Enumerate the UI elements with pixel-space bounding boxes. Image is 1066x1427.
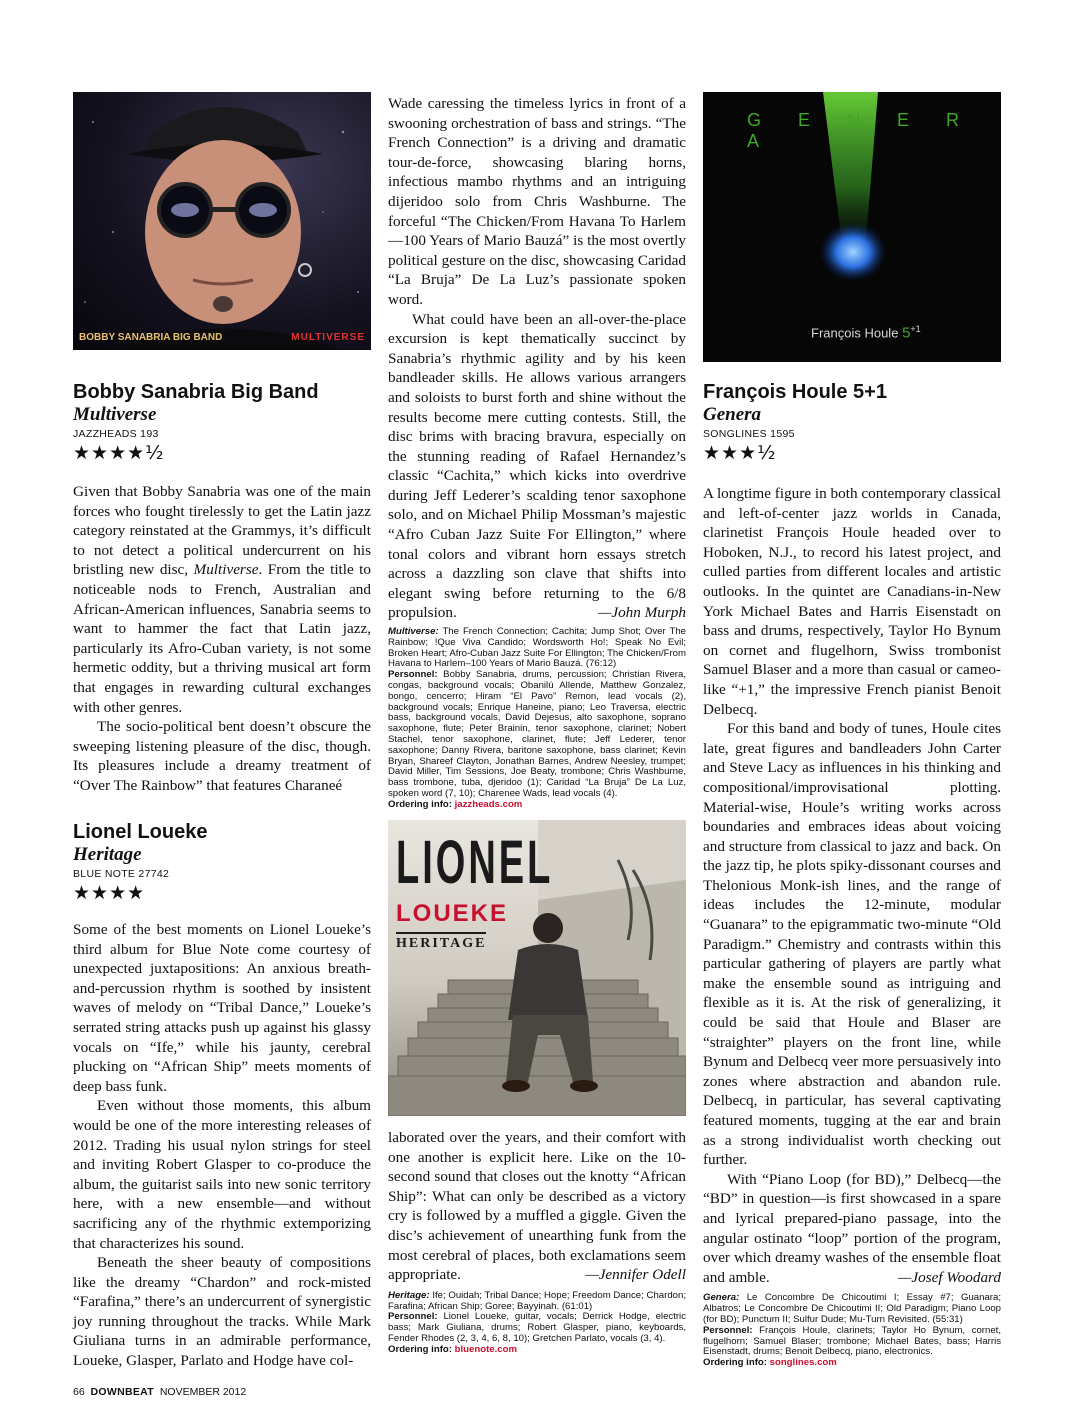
text-span: What could have been an all-over-the-place excursion is kept thematically succinct by Sanabria’s rhythmic agility and by his keen bandleader skills. He allows various arrangers and soloists to burst forth and shine without the results become mere cutting contests. Still, the disc brims with bracing bravura, especially on the stunning reading of Rafael Hernandez’s classic “Cachita,” which kicks into overdrive during Jeff Lederer’s scalding tenor saxophone solo, and on Michael Philip Mossman’s majestic “Afro Cuban Jazz Suite For Ellington,” where tonal colors and vibrant horn essays stretch across a dazzling son clave that shifts into elegant swing before returning to the 6/8 propulsion. xyxy=(388,310,686,622)
paragraph: Beneath the sheer beauty of compositions like the dreamy “Chardon” and rock-misted “Farafina,” there’s an undercurrent of synergistic joy running throughout the tracks. While Mark Giuliana turns in an admirable performance, Loueke, Glasper, Parlato and Hodge have col- xyxy=(73,1254,371,1370)
page-footer xyxy=(73,1386,246,1398)
cover-band-name: BOBBY SANABRIA BIG BAND xyxy=(79,332,223,343)
review-body-houle xyxy=(703,484,1001,1369)
paragraph xyxy=(388,1128,686,1285)
personnel-label: Personnel: xyxy=(388,1311,438,1323)
album-title: Multiverse xyxy=(73,404,157,425)
page-number: 66 xyxy=(73,1386,85,1398)
text-span: With “Piano Loop (for BD),” Delbecq—the “BD” in question—is first showcased in a spare and lyrical prepared-piano passage, into the angular ostinato “loop” portion of the program, over which dreamy washes of the ensemble float and amble. xyxy=(703,1170,1001,1286)
personnel-label: Personnel: xyxy=(388,669,438,681)
review-body-loueke-part2 xyxy=(388,1128,686,1356)
cover-artist-last: LOUEKE xyxy=(396,900,509,927)
review-body-sanabria-part2 xyxy=(388,94,686,811)
cover-album-title: MULTIVERSE xyxy=(291,332,365,343)
paragraph: Some of the best moments on Lionel Loueke’s third album for Blue Note come courtesy of unexpected juxtapositions: An anxious breath-and-percussion rhythm is soothed by insistent waves of melody on “Tribal Dance,” Loueke’s serrated string attacks push up against his glassy vocals on “Ife,” while his jaunty, cerebral plucking on “African Ship” meets moments of deep bass funk. xyxy=(73,921,371,1095)
tracklist xyxy=(388,627,686,670)
paragraph xyxy=(388,310,686,624)
cover-album-title: G E N E R A xyxy=(747,110,976,151)
review-body-sanabria-part1 xyxy=(73,482,371,796)
personnel xyxy=(388,670,686,800)
paragraph: For this band and body of tunes, Houle cites late, great figures and bandleaders John Carter and Steve Lacy as influences in his thinking and compositional/improvisational plotting. Material-wise, Houle’s writing works across boundaries and embraces ideas about voicing and structure from classical to jazz and back. On the jazz tip, he plots spiky-dissonant courses and Thelonious Monk-ish lines, and the range of ideas includes the 12-minute, modular “Guanara” to the epigrammatic two-minute “Old Paradigm.” Chemistry and contrasts within this particular gathering of players are partly what make the ensemble sound as intriguing and flexible as it is. At the risk of generalizing, it could be said that Houle and Blaser are “straighter” players on the front line, while Bynum and Delbecq veer more persuasively into zones where abstraction and abandon rule. Delbecq, in particular, has several captivating featured moments, tugging at the ear and brain as a strong individualist worth checking out further. xyxy=(703,720,1001,1169)
personnel xyxy=(703,1326,1001,1358)
paragraph: The socio-political bent doesn’t obscure the sweeping listening pleasure of the disc, though. Its pleasures include a dreamy treatment of “Over The Rainbow” that features Charaneé xyxy=(73,718,371,794)
sanabria-portrait-illustration xyxy=(73,92,371,350)
album-title: Heritage xyxy=(73,844,142,865)
artist-name: Bobby Sanabria Big Band xyxy=(73,381,319,403)
issue-date: NOVEMBER 2012 xyxy=(159,1386,247,1398)
paragraph: A longtime figure in both contemporary classical and left-of-center jazz worlds in Canada, clarinetist François Houle headed over to Hoboken, N.J., to record his latest project, and culled parties from different locales and artistic outlooks. In the quintet are Canadians-in-New York Michael Bates and Harris Eisenstadt on bass and drums, respectively, Taylor Ho Bynum on cornet and flugelhorn, Swiss trombonist Samuel Blaser and a more than casual or cameo-like “+1,” the impressive French pianist Benoit Delbecq. xyxy=(703,485,1001,718)
star-rating: ★★★★ xyxy=(73,882,146,904)
text-span: laborated over the years, and their comfort with one another is explicit here. Like on the 10-second sound that closes out the knotty “African Ship”: What can only be described as a victory cry is followed by a muffled a giggle. Given the disc’s achievement of unearthing funk from the most cerebral of places, both exclamations seem appropriate. xyxy=(388,1129,686,1284)
cover-artist-name: François Houle xyxy=(811,325,899,341)
personnel-text: Bobby Sanabria, drums, percussion; Christian Rivera, congas, background vocals; Obanilú Allende, Matthew Gonzalez, bongo, cencerro; Hiram “El Pavo” Remon, lead vocals (2), background vocals; Enrique Haneine, piano; Leo Traversa, electric bass, background vocals, David Dejesus, alto saxophone, soprano saxophone, flute; Peter Brainin, tenor saxophone, clarinet; Nobert Stachel, tenor saxophone, clarinet, flute; Jeff Lederer, tenor saxophone; Danny Rivera, baritone saxophone, bass clarinet; Kevin Bryan, Shareef Clayton, Jonathan Barnes, Andrew Neesley, trumpet; David Miller, Tim Sessions, Joe Beaty, trombone; Chris Washburne, bass trombone, tuba, djeridoo (1); Caridad “La Bruja” De La Luz, spoken word (7, 10); Charenee Wads, lead vocals (4). xyxy=(388,669,686,799)
ordering-info xyxy=(388,800,686,811)
ordering-label: Ordering info: xyxy=(388,798,452,810)
personnel-label: Personnel: xyxy=(703,1324,753,1336)
album-title: Genera xyxy=(703,404,762,425)
ordering-info xyxy=(388,1345,686,1356)
reviewer-byline: —Jennifer Odell xyxy=(585,1266,686,1284)
album-cover-multiverse xyxy=(73,92,371,350)
ordering-link[interactable]: bluenote.com xyxy=(454,1343,517,1355)
star-rating: ★★★★½ xyxy=(73,442,165,464)
cover-artist-num: 5 xyxy=(902,324,911,342)
album-cover-heritage xyxy=(388,820,686,1116)
cover-artist-plus: +1 xyxy=(910,324,921,334)
ordering-link[interactable]: jazzheads.com xyxy=(454,798,523,810)
ordering-info xyxy=(703,1358,1001,1369)
reviewer-byline: —Josef Woodard xyxy=(897,1268,1001,1286)
ordering-label: Ordering info: xyxy=(388,1343,452,1355)
record-label: BLUE NOTE 27742 xyxy=(73,868,170,880)
review-header-houle xyxy=(703,380,1001,464)
tracklist-text: Le Concombre De Chicoutimi I; Essay #7; Guanara; Albatros; Le Concombre De Chicoutimi II; Old Paradigm; Piano Loop (for BD); Punctum II; Sulfur Dude; Mu-Turn Revisited. (55:31) xyxy=(703,1292,1001,1325)
tracklist xyxy=(703,1293,1001,1325)
album-title-inline: Multiverse xyxy=(193,561,259,579)
magazine-name: DOWNBEAT xyxy=(90,1386,154,1398)
cover-artist xyxy=(811,324,921,341)
review-header-loueke xyxy=(73,820,371,904)
tracklist-label: Genera: xyxy=(703,1292,740,1304)
reviewer-byline: —John Murph xyxy=(597,604,686,622)
personnel-text: François Houle, clarinets; Taylor Ho Bynum, cornet, flugelhorn; Samuel Blaser; trombone; Michael Bates, bass; Harris Eisenstadt, drums; Benoit Delbecq, piano, electronics. xyxy=(703,1324,1001,1358)
artist-name: Lionel Loueke xyxy=(73,821,208,843)
tracklist-label: Heritage: xyxy=(388,1289,430,1301)
paragraph xyxy=(703,1170,1001,1288)
tracklist-text: Ife; Ouidah; Tribal Dance; Hope; Freedom Dance; Chardon; Farafina; African Ship; Goree; Bayyinah. (61:01) xyxy=(388,1289,686,1312)
ordering-link[interactable]: songlines.com xyxy=(769,1357,837,1369)
record-label: JAZZHEADS 193 xyxy=(73,428,159,440)
text-span: Given that Bobby Sanabria was one of the main forces who fought tirelessly to get the Latin jazz category reinstated at the Grammys, it’s difficult to not detect a political undercurrent on his bristling new disc, xyxy=(73,483,371,579)
album-cover-genera xyxy=(703,92,1001,362)
personnel-text: Lionel Loueke, guitar, vocals; Derrick Hodge, electric bass; Mark Giuliana, drums; Robert Glasper, piano, keyboards, Fender Rhodes (2, 3, 4, 6, 8, 10); Gretchen Parlato, vocals (3, 4). xyxy=(388,1311,686,1344)
paragraph: Wade caressing the timeless lyrics in front of a swooning orchestration of bass and strings. “The French Connection” is a driving and dramatic tour-de-force, showcasing blaring horns, infectious mambo rhythms and an intriguing dijeridoo solo from Chris Washburne. The forceful “The Chicken/From Havana To Harlem—100 Years of Mario Bauzá” is the most overtly political gesture on the disc, showcasing Caridad “La Bruja” De La Luz’s passionate spoken word. xyxy=(388,95,686,308)
review-header-sanabria xyxy=(73,380,371,464)
tracklist-text: The French Connection; Cachita; Jump Shot; Over The Rainbow; !Que Viva Candido; Wordsworth Ho!; Speak No Evil; Broken Heart; Afro-Cuban Jazz Suite For Ellington; The Chicken/From Havana to Harlem–100 Years of Mario Bauzá. (76:12) xyxy=(388,626,686,670)
record-label: SONGLINES 1595 xyxy=(703,428,795,440)
tracklist-label: Multiverse: xyxy=(388,626,439,638)
paragraph xyxy=(73,482,371,717)
artist-name: François Houle 5+1 xyxy=(703,381,887,403)
tracklist xyxy=(388,1291,686,1313)
cover-album-title: HERITAGE xyxy=(396,932,486,952)
paragraph: Even without those moments, this album would be one of the more interesting releases of 2012. Trading his usual nylon strings for steel and inviting Robert Glasper to co-produce the album, the guitarist sails into new sonic territory here, with a new ensemble—and without sacrificing any of the rhythmic extemporizing that characterizes his sound. xyxy=(73,1097,371,1252)
ordering-label: Ordering info: xyxy=(703,1357,767,1369)
personnel xyxy=(388,1312,686,1344)
review-body-loueke-part1 xyxy=(73,920,371,1371)
text-span: . From the title to noticeable nods to French, Australian and African-American influences, Sanabria seems to want to hammer the fact that Latin jazz, particularly its Afro-Cuban variety, is not some hermetic oddity, but a thriving musical art form that engages in rewarding cultural exchanges with other genres. xyxy=(73,561,371,716)
star-rating: ★★★½ xyxy=(703,442,777,464)
cover-artist-first: LIONEL xyxy=(396,830,554,898)
